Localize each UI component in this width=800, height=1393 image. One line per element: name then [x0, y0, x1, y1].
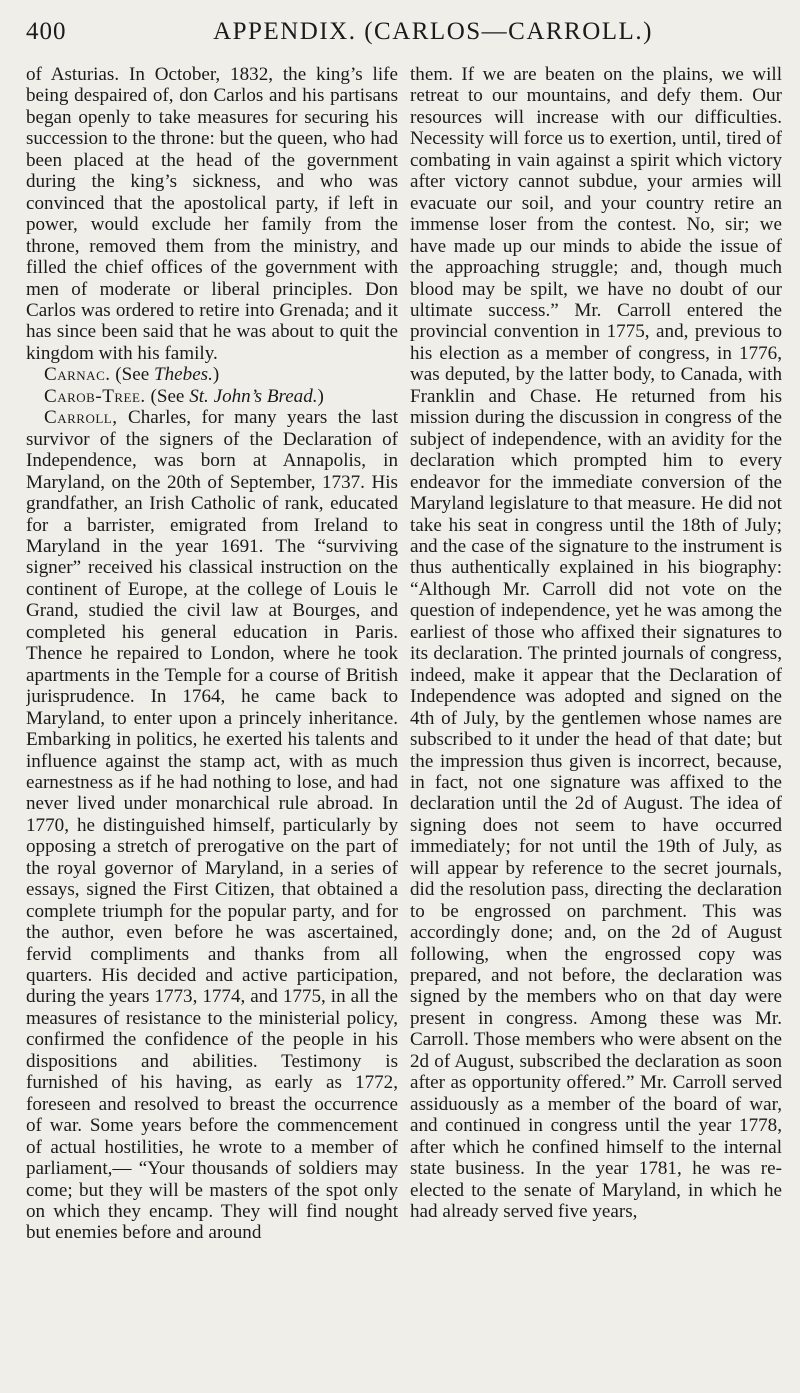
carob-tree-headword: Carob-Tree. — [44, 385, 146, 407]
carnac-close: ) — [212, 364, 220, 386]
carob-tree-reference[interactable]: St. John’s Bread. — [189, 385, 318, 407]
page-header — [26, 18, 780, 58]
carnac-entry — [26, 364, 398, 385]
carnac-reference[interactable]: Thebes. — [154, 364, 213, 386]
carob-tree-close: ) — [317, 385, 324, 407]
left-column — [26, 64, 398, 1379]
right-column — [410, 64, 782, 1379]
running-head: APPENDIX. (CARLOS—CARROLL.) — [213, 18, 653, 45]
carnac-see: (See — [115, 364, 150, 386]
page-number: 400 — [26, 18, 67, 45]
carroll-entry — [26, 407, 398, 1244]
carob-tree-entry — [26, 386, 398, 407]
carroll-continued-paragraph: them. If we are beaten on the plains, we will retreat to our mountains, and defy them. Our resources will increase with our difficulties. Necessity will force us to exertion, until, tired of combating in vain against a spirit which victory after victory cannot subdue, your armies will evacuate our soil, and your country retire an immense loser from the contest. No, sir; we have made up our minds to abide the issue of the approaching struggle; and, though much blood may be spilt, we have no doubt of our ultimate success.” Mr. Carroll entered the provincial convention in 1775, and, previous to his election as a member of congress, in 1776, was deputed, by the latter body, to Canada, with Franklin and Chase. He returned from his mission during the discussion in congress of the subject of independence, with an avidity for the declaration which prompted him to every endeavor for the immediate conversion of the Maryland legislature to that measure. He did not take his seat in congress until the 18th of July; and the case of the signature to the instrument is thus authentically explained in his biography: “Although Mr. Carroll did not vote on the question of independence, yet he was among the earliest of those who affixed their signatures to its declaration. The printed journals of congress, indeed, make it appear that the Declaration of Independence was adopted and signed on the 4th of July, by the gentlemen whose names are subscribed to it under the head of that date; but the impression thus given is incorrect, because, in fact, not one signature was affixed to the declaration until the 2d of August. The idea of signing does not seem to have occurred immediately; for not until the 19th of July, as will appear by reference to the secret journals, did the resolution pass, directing the declaration to be engrossed on parchment. This was accordingly done; and, on the 2d of August following, when the engrossed copy was prepared, and not before, the declaration was signed by the members who on that day were present in congress. Among these was Mr. Carroll. Those members who were absent on the 2d of August, subscribed the declaration as soon after as opportunity offered.” Mr. Carroll served assiduously as a member of the board of war, and continued in congress until the year 1778, after which he confined himself to the internal state business. In the year 1781, he was re-elected to the senate of Maryland, in which he had already served five years, — [410, 64, 782, 1223]
asturias-paragraph: of Asturias. In October, 1832, the king’s life being despaired of, don Carlos and his partisans began openly to take measures for securing his succession to the throne: but the queen, who had been placed at the head of the government during the king’s sickness, and who was convinced that the apostolical party, if left in power, would exclude her family from the throne, removed them from the ministry, and filled the chief offices of the government with men of moderate or liberal principles. Don Carlos was ordered to retire into Grenada; and it has since been said that he was about to quit the kingdom with his family. — [26, 64, 398, 364]
carob-tree-see: (See — [150, 385, 185, 407]
text-columns — [26, 64, 782, 1379]
carroll-headword: Carroll, — [44, 407, 118, 429]
carnac-headword: Carnac. — [44, 364, 111, 386]
carroll-text: Charles, for many years the last survivor of the signers of the Declaration of Independence, was born at Annapolis, in Maryland, on the 20th of September, 1737. His grandfather, an Irish Catholic of rank, educated for a barrister, emigrated from Ireland to Maryland in the year 1691. The “surviving signer” received his classical instruction on the continent of Europe, at the college of Louis le Grand, studied the civil law at Bourges, and completed his general education in Paris. Thence he repaired to London, where he took apartments in the Temple for a course of British jurisprudence. In 1764, he came back to Maryland, to enter upon a princely inheritance. Embarking in politics, he exerted his talents and influence against the stamp act, with as much earnestness as if he had nothing to lose, and had never lived under monarchical rule abroad. In 1770, he distinguished himself, particularly by opposing a stretch of prerogative on the part of the royal governor of Maryland, in a series of essays, signed the First Citizen, that obtained a complete triumph for the popular party, and for the author, even before he was ascertained, fervid compliments and thanks from all quarters. His decided and active participation, during the years 1773, 1774, and 1775, in all the measures of resistance to the ministerial policy, confirmed the confidence of the people in his dispositions and abilities. Testimony is furnished of his having, as early as 1772, foreseen and resolved to breast the occurrence of war. Some years before the commencement of actual hostilities, he wrote to a member of parliament,— “Your thousands of soldiers may come; but they will be masters of the spot only on which they encamp. They will find nought but enemies before and around — [26, 407, 398, 1244]
